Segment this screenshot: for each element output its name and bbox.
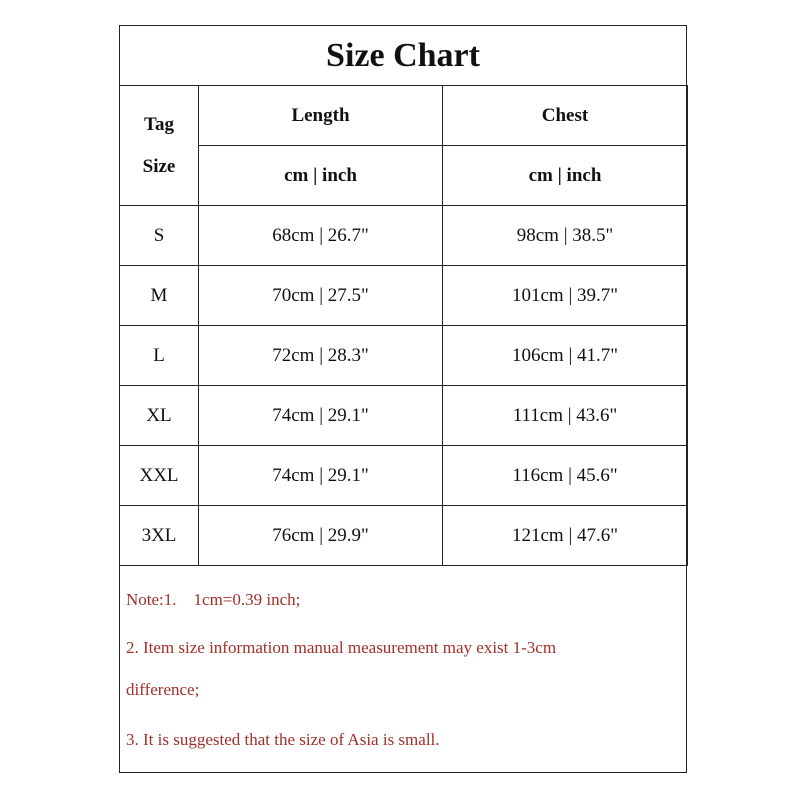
table-row (120, 386, 688, 446)
note-line-2: 2. Item size information manual measurement may exist 1-3cm (126, 638, 557, 657)
table-row (120, 446, 688, 506)
table-row (120, 506, 688, 566)
chest-cell: 101cm | 39.7" (443, 266, 688, 326)
chest-cell: 111cm | 43.6" (443, 386, 688, 446)
length-cell: 68cm | 26.7" (199, 206, 443, 266)
chest-cell: 116cm | 45.6" (443, 446, 688, 506)
size-cell: S (120, 206, 199, 266)
note-line-4: 3. It is suggested that the size of Asia is small. (126, 730, 440, 749)
length-cell: 70cm | 27.5" (199, 266, 443, 326)
chest-cell: 121cm | 47.6" (443, 506, 688, 566)
size-cell: XXL (120, 446, 199, 506)
length-cell: 74cm | 29.1" (199, 386, 443, 446)
size-cell: M (120, 266, 199, 326)
table-row (120, 326, 688, 386)
tag-size-header-line1: Tag (144, 113, 174, 135)
size-cell: 3XL (120, 506, 199, 566)
table-row (120, 266, 688, 326)
table-row (120, 206, 688, 266)
page-title: Size Chart (120, 26, 686, 86)
size-table (119, 85, 688, 566)
length-header: Length (199, 86, 443, 146)
size-cell: L (120, 326, 199, 386)
size-chart-frame (119, 25, 687, 773)
length-cell: 76cm | 29.9" (199, 506, 443, 566)
chest-cell: 98cm | 38.5" (443, 206, 688, 266)
size-cell: XL (120, 386, 199, 446)
chest-cell: 106cm | 41.7" (443, 326, 688, 386)
tag-size-header-line2: Size (142, 155, 176, 177)
chest-header: Chest (443, 86, 688, 146)
length-cell: 74cm | 29.1" (199, 446, 443, 506)
tag-size-header (120, 86, 199, 206)
note-line-1: Note:1. 1cm=0.39 inch; (126, 590, 301, 609)
length-cell: 72cm | 28.3" (199, 326, 443, 386)
note-line-3: difference; (126, 680, 200, 699)
chest-unit-header: cm | inch (443, 146, 688, 206)
length-unit-header: cm | inch (199, 146, 443, 206)
